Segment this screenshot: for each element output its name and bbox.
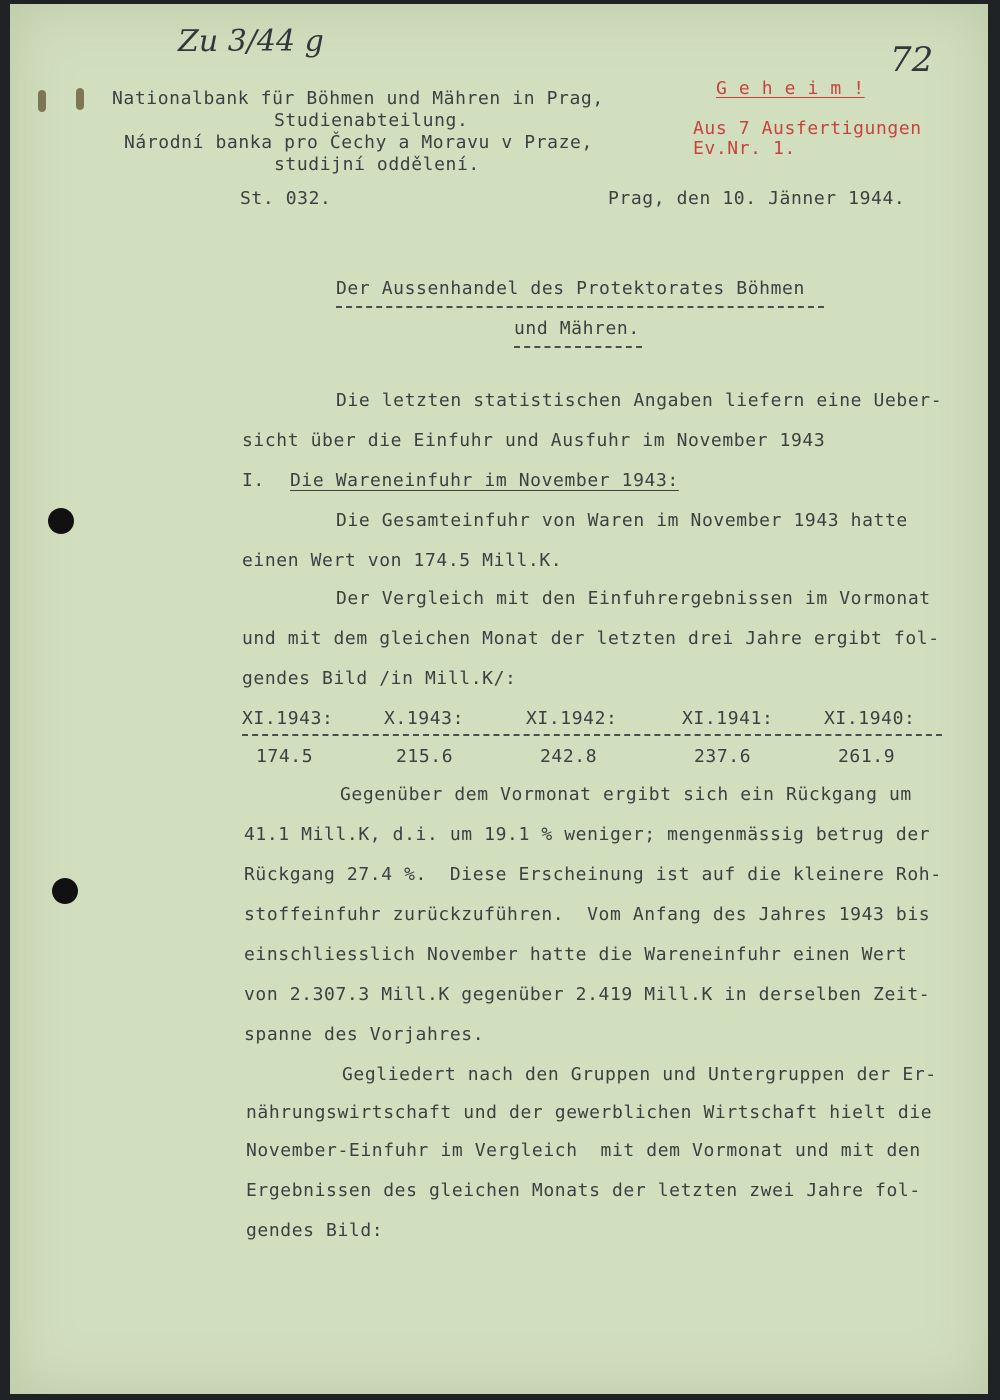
staple-mark-right — [76, 88, 84, 110]
paragraph-5-line-4: Ergebnissen des gleichen Monats der letzten zwei Jahre fol- — [246, 1180, 921, 1201]
title-rule-1 — [336, 306, 824, 308]
table-rule — [242, 734, 942, 736]
header-line-1: Nationalbank für Böhmen und Mähren in Prag, — [112, 88, 604, 109]
document-date: Prag, den 10. Jänner 1944. — [608, 188, 906, 209]
header-line-4: studijní oddělení. — [274, 154, 480, 175]
paragraph-4-line-6: von 2.307.3 Mill.K gegenüber 2.419 Mill.K in derselben Zeit- — [244, 984, 931, 1005]
punch-hole-bottom — [52, 878, 78, 904]
table-header: XI.1940: — [824, 708, 916, 729]
table-value: 174.5 — [256, 746, 314, 767]
punch-hole-top — [48, 508, 74, 534]
table-header: XI.1942: — [526, 708, 618, 729]
table-value: 242.8 — [540, 746, 598, 767]
paragraph-4-line-1: Gegenüber dem Vormonat ergibt sich ein Rückgang um — [340, 784, 912, 805]
section-title: Die Wareneinfuhr im November 1943: — [290, 470, 679, 491]
paragraph-2-line-1: Die Gesamteinfuhr von Waren im November 1943 hatte — [336, 510, 908, 531]
table-value: 237.6 — [694, 746, 752, 767]
reference-number: St. 032. — [240, 188, 332, 209]
paragraph-5-line-3: November-Einfuhr im Vergleich mit dem Vormonat und mit den — [246, 1140, 921, 1161]
classification-title: G e h e i m ! — [716, 78, 865, 99]
paragraph-4-line-3: Rückgang 27.4 %. Diese Erscheinung ist auf die kleinere Roh- — [244, 864, 942, 885]
paragraph-4-line-2: 41.1 Mill.K, d.i. um 19.1 % weniger; mengenmässig betrug der — [244, 824, 931, 845]
handwritten-reference: Zu 3/44 g — [178, 24, 324, 59]
paragraph-3-line-3: gendes Bild /in Mill.K/: — [242, 668, 517, 689]
section-number: I. — [242, 470, 265, 491]
document-page — [10, 4, 988, 1394]
document-title-line-1: Der Aussenhandel des Protektorates Böhmen — [336, 278, 805, 299]
title-rule-2 — [514, 346, 642, 348]
document-title-line-2: und Mähren. — [514, 318, 640, 339]
paragraph-3-line-1: Der Vergleich mit den Einfuhrergebnissen im Vormonat — [336, 588, 931, 609]
paragraph-1-line-1: Die letzten statistischen Angaben liefern eine Ueber- — [336, 390, 943, 411]
paragraph-4-line-5: einschliesslich November hatte die Wareneinfuhr einen Wert — [244, 944, 908, 965]
table-header: XI.1941: — [682, 708, 774, 729]
paragraph-3-line-2: und mit dem gleichen Monat der letzten drei Jahre ergibt fol- — [242, 628, 940, 649]
table-value: 215.6 — [396, 746, 454, 767]
paragraph-5-line-2: nährungswirtschaft und der gewerblichen Wirtschaft hielt die — [246, 1102, 933, 1123]
classification-ev-number: Ev.Nr. 1. — [693, 138, 796, 159]
header-line-3: Národní banka pro Čechy a Moravu v Praze, — [124, 132, 593, 153]
table-value: 261.9 — [838, 746, 896, 767]
staple-mark-left — [38, 90, 46, 112]
paragraph-1-line-2: sicht über die Einfuhr und Ausfuhr im November 1943 — [242, 430, 826, 451]
paragraph-2-line-2: einen Wert von 174.5 Mill.K. — [242, 550, 563, 571]
table-header: X.1943: — [384, 708, 465, 729]
paragraph-5-line-5: gendes Bild: — [246, 1220, 384, 1241]
paragraph-5-line-1: Gegliedert nach den Gruppen und Untergruppen der Er- — [342, 1064, 937, 1085]
header-line-2: Studienabteilung. — [274, 110, 469, 131]
classification-copies: Aus 7 Ausfertigungen — [693, 118, 922, 139]
table-header: XI.1943: — [242, 708, 334, 729]
paragraph-4-line-7: spanne des Vorjahres. — [244, 1024, 485, 1045]
paragraph-4-line-4: stoffeinfuhr zurückzuführen. Vom Anfang des Jahres 1943 bis — [244, 904, 931, 925]
handwritten-page-number: 72 — [890, 40, 934, 80]
